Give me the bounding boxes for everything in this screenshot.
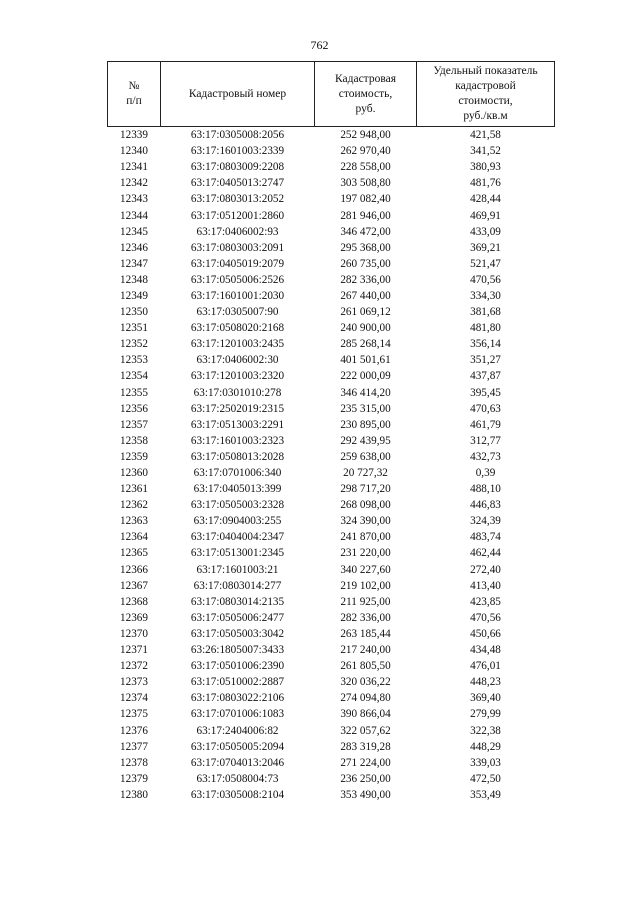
table-row bbox=[108, 594, 555, 610]
table-row bbox=[108, 690, 555, 706]
cadastral-value: 285 268,14 bbox=[340, 338, 391, 351]
cadastral-number: 63:17:2502019:2315 bbox=[190, 402, 285, 415]
cadastral-number: 63:17:1601003:21 bbox=[196, 563, 279, 576]
row-number: 12359 bbox=[120, 450, 148, 463]
table-row bbox=[108, 562, 555, 578]
row-number: 12352 bbox=[120, 338, 148, 351]
cadastral-number: 63:17:0803014:277 bbox=[193, 579, 282, 592]
cadastral-number: 63:17:0406002:93 bbox=[196, 225, 279, 238]
cadastral-value: 322 057,62 bbox=[340, 724, 391, 737]
specific-value: 279,99 bbox=[470, 708, 501, 721]
cadastral-value: 240 900,00 bbox=[340, 322, 391, 335]
specific-value: 469,91 bbox=[470, 209, 501, 222]
table-row bbox=[108, 755, 555, 771]
cadastral-value: 241 870,00 bbox=[340, 531, 391, 544]
cadastral-number: 63:17:0505006:2477 bbox=[190, 611, 285, 624]
table-row bbox=[108, 368, 555, 384]
specific-value: 462,44 bbox=[470, 547, 501, 560]
cadastral-value: 235 315,00 bbox=[340, 402, 391, 415]
cadastral-value: 401 501,61 bbox=[340, 354, 391, 367]
cadastral-value: 252 948,00 bbox=[340, 129, 391, 142]
page-number: 762 bbox=[310, 38, 329, 52]
row-number: 12339 bbox=[120, 129, 148, 142]
specific-value: 312,77 bbox=[470, 434, 501, 447]
cadastral-value: 219 102,00 bbox=[340, 579, 391, 592]
table-row bbox=[108, 159, 555, 175]
cadastral-value: 259 638,00 bbox=[340, 450, 391, 463]
cadastral-value: 228 558,00 bbox=[340, 161, 391, 174]
cadastral-value: 260 735,00 bbox=[340, 257, 391, 270]
row-number: 12379 bbox=[120, 772, 148, 785]
specific-value: 472,50 bbox=[470, 772, 501, 785]
cadastral-value: 283 319,28 bbox=[340, 740, 391, 753]
cadastral-number: 63:17:0803013:2052 bbox=[190, 193, 285, 206]
cadastral-value: 390 866,04 bbox=[340, 708, 391, 721]
cadastral-value: 231 220,00 bbox=[340, 547, 391, 560]
specific-value: 381,68 bbox=[470, 306, 501, 319]
cadastral-number: 63:17:1601001:2030 bbox=[190, 289, 285, 302]
cadastral-value: 298 717,20 bbox=[340, 483, 391, 496]
specific-value: 446,83 bbox=[470, 499, 501, 512]
specific-value: 339,03 bbox=[470, 756, 501, 769]
cadastral-value: 236 250,00 bbox=[340, 772, 391, 785]
cadastral-number: 63:17:0803009:2208 bbox=[190, 161, 285, 174]
row-number: 12375 bbox=[120, 708, 148, 721]
row-number: 12357 bbox=[120, 418, 148, 431]
cadastral-number: 63:17:0405013:2747 bbox=[190, 177, 285, 190]
cadastral-value: 261 805,50 bbox=[340, 660, 391, 673]
row-number: 12349 bbox=[120, 289, 148, 302]
cadastral-number: 63:17:0505006:2526 bbox=[190, 273, 285, 286]
table-row bbox=[108, 256, 555, 272]
row-number: 12346 bbox=[120, 241, 148, 254]
table-row bbox=[108, 739, 555, 755]
specific-value: 0,39 bbox=[475, 467, 496, 480]
row-number: 12343 bbox=[120, 193, 148, 206]
row-number: 12350 bbox=[120, 306, 148, 319]
row-number: 12348 bbox=[120, 273, 148, 286]
row-number: 12355 bbox=[120, 386, 148, 399]
table-row bbox=[108, 401, 555, 417]
cadastral-value: 324 390,00 bbox=[340, 515, 391, 528]
specific-value: 322,38 bbox=[470, 724, 501, 737]
table-row bbox=[108, 417, 555, 433]
cadastral-number: 63:17:0505005:2094 bbox=[190, 740, 285, 753]
specific-value: 448,23 bbox=[470, 676, 501, 689]
cadastral-number: 63:17:0305008:2056 bbox=[190, 129, 285, 142]
specific-value: 395,45 bbox=[470, 386, 501, 399]
cadastral-number: 63:17:0305008:2104 bbox=[190, 788, 285, 801]
cadastral-number: 63:17:0405013:399 bbox=[193, 483, 282, 496]
cadastral-number: 63:17:0704013:2046 bbox=[190, 756, 285, 769]
cadastral-value: 292 439,95 bbox=[340, 434, 391, 447]
row-number: 12365 bbox=[120, 547, 148, 560]
specific-value: 428,44 bbox=[470, 193, 501, 206]
cadastral-value: 20 727,32 bbox=[343, 467, 388, 480]
cadastral-value: 295 368,00 bbox=[340, 241, 391, 254]
row-number: 12347 bbox=[120, 257, 148, 270]
specific-value: 470,63 bbox=[470, 402, 501, 415]
table-row bbox=[108, 449, 555, 465]
cadastral-value: 230 895,00 bbox=[340, 418, 391, 431]
table-row bbox=[108, 545, 555, 561]
specific-value: 483,74 bbox=[470, 531, 501, 544]
table-row bbox=[108, 529, 555, 545]
specific-value: 481,80 bbox=[470, 322, 501, 335]
specific-value: 334,30 bbox=[470, 289, 501, 302]
row-number: 12354 bbox=[120, 370, 148, 383]
cadastral-number: 63:26:1805007:3433 bbox=[190, 644, 285, 657]
table-row bbox=[108, 336, 555, 352]
cadastral-value: 320 036,22 bbox=[340, 676, 391, 689]
cadastral-number: 63:17:0505003:3042 bbox=[190, 627, 285, 640]
cadastral-number: 63:17:0404004:2347 bbox=[190, 531, 285, 544]
cadastral-number: 63:17:0301010:278 bbox=[193, 386, 282, 399]
specific-value: 413,40 bbox=[470, 579, 501, 592]
table-row bbox=[108, 304, 555, 320]
specific-value: 481,76 bbox=[470, 177, 501, 190]
cadastral-number: 63:17:0512001:2860 bbox=[190, 209, 285, 222]
cadastral-number: 63:17:0510002:2887 bbox=[190, 676, 285, 689]
row-number: 12374 bbox=[120, 692, 148, 705]
row-number: 12341 bbox=[120, 161, 148, 174]
cadastral-number: 63:17:0701006:1083 bbox=[190, 708, 285, 721]
specific-value: 341,52 bbox=[470, 145, 501, 158]
table-header-row bbox=[108, 62, 555, 127]
row-number: 12371 bbox=[120, 644, 148, 657]
cadastral-value: 346 414,20 bbox=[340, 386, 391, 399]
cadastral-number: 63:17:0508020:2168 bbox=[190, 322, 285, 335]
cadastral-table bbox=[107, 61, 555, 803]
row-number: 12364 bbox=[120, 531, 148, 544]
table-row bbox=[108, 272, 555, 288]
cadastral-value: 303 508,80 bbox=[340, 177, 391, 190]
cadastral-number: 63:17:2404006:82 bbox=[196, 724, 279, 737]
cadastral-value: 211 925,00 bbox=[340, 595, 391, 608]
cadastral-number: 63:17:0904003:255 bbox=[193, 515, 282, 528]
cadastral-value: 271 224,00 bbox=[340, 756, 391, 769]
specific-value: 421,58 bbox=[470, 129, 501, 142]
cadastral-number: 63:17:0803014:2135 bbox=[190, 595, 285, 608]
specific-value: 369,40 bbox=[470, 692, 501, 705]
specific-value: 461,79 bbox=[470, 418, 501, 431]
specific-value: 470,56 bbox=[470, 611, 501, 624]
table-row bbox=[108, 658, 555, 674]
row-number: 12368 bbox=[120, 595, 148, 608]
row-number: 12345 bbox=[120, 225, 148, 238]
cadastral-value: 267 440,00 bbox=[340, 289, 391, 302]
cadastral-number: 63:17:0505003:2328 bbox=[190, 499, 285, 512]
specific-value: 488,10 bbox=[470, 483, 501, 496]
specific-value: 324,39 bbox=[470, 515, 501, 528]
specific-value: 433,09 bbox=[470, 225, 501, 238]
row-number: 12353 bbox=[120, 354, 148, 367]
table-row bbox=[108, 433, 555, 449]
cadastral-value: 261 069,12 bbox=[340, 306, 391, 319]
specific-value: 450,66 bbox=[470, 627, 501, 640]
table-body bbox=[108, 127, 555, 803]
table-row bbox=[108, 626, 555, 642]
cadastral-value: 263 185,44 bbox=[340, 627, 391, 640]
table-row bbox=[108, 127, 555, 144]
cadastral-number: 63:17:0803022:2106 bbox=[190, 692, 285, 705]
header-num: № п/п bbox=[108, 62, 161, 127]
cadastral-number: 63:17:0406002:30 bbox=[196, 354, 279, 367]
specific-value: 476,01 bbox=[470, 660, 501, 673]
row-number: 12360 bbox=[120, 467, 148, 480]
row-number: 12376 bbox=[120, 724, 148, 737]
specific-value: 448,29 bbox=[470, 740, 501, 753]
table-row bbox=[108, 578, 555, 594]
specific-value: 470,56 bbox=[470, 273, 501, 286]
row-number: 12377 bbox=[120, 740, 148, 753]
table-row bbox=[108, 674, 555, 690]
table-row bbox=[108, 771, 555, 787]
cadastral-value: 274 094,80 bbox=[340, 692, 391, 705]
cadastral-value: 282 336,00 bbox=[340, 273, 391, 286]
table-row bbox=[108, 706, 555, 722]
cadastral-number: 63:17:1601003:2323 bbox=[190, 434, 285, 447]
table-row bbox=[108, 207, 555, 223]
header-specific-value: Удельный показатель кадастровой стоимости, руб./кв.м bbox=[417, 62, 555, 127]
table-row bbox=[108, 288, 555, 304]
cadastral-value: 346 472,00 bbox=[340, 225, 391, 238]
specific-value: 437,87 bbox=[470, 370, 501, 383]
cadastral-value: 268 098,00 bbox=[340, 499, 391, 512]
table-row bbox=[108, 497, 555, 513]
table-row bbox=[108, 352, 555, 368]
row-number: 12378 bbox=[120, 756, 148, 769]
cadastral-value: 217 240,00 bbox=[340, 644, 391, 657]
cadastral-number: 63:17:0701006:340 bbox=[193, 467, 282, 480]
table-row bbox=[108, 787, 555, 803]
specific-value: 272,40 bbox=[470, 563, 501, 576]
specific-value: 432,73 bbox=[470, 450, 501, 463]
specific-value: 521,47 bbox=[470, 257, 501, 270]
table-row bbox=[108, 143, 555, 159]
cadastral-value: 222 000,09 bbox=[340, 370, 391, 383]
specific-value: 380,93 bbox=[470, 161, 501, 174]
cadastral-value: 262 970,40 bbox=[340, 145, 391, 158]
row-number: 12351 bbox=[120, 322, 148, 335]
row-number: 12367 bbox=[120, 579, 148, 592]
cadastral-value: 340 227,60 bbox=[340, 563, 391, 576]
cadastral-number: 63:17:0501006:2390 bbox=[190, 660, 285, 673]
row-number: 12363 bbox=[120, 515, 148, 528]
table-row bbox=[108, 240, 555, 256]
row-number: 12373 bbox=[120, 676, 148, 689]
table-row bbox=[108, 385, 555, 401]
row-number: 12366 bbox=[120, 563, 148, 576]
header-cadastral-value: Кадастровая стоимость, руб. bbox=[315, 62, 417, 127]
specific-value: 369,21 bbox=[470, 241, 501, 254]
table-row bbox=[108, 465, 555, 481]
cadastral-number: 63:17:1201003:2320 bbox=[190, 370, 285, 383]
specific-value: 353,49 bbox=[470, 788, 501, 801]
table-row bbox=[108, 722, 555, 738]
row-number: 12344 bbox=[120, 209, 148, 222]
cadastral-value: 282 336,00 bbox=[340, 611, 391, 624]
table-row bbox=[108, 610, 555, 626]
table-row bbox=[108, 320, 555, 336]
cadastral-value: 281 946,00 bbox=[340, 209, 391, 222]
row-number: 12356 bbox=[120, 402, 148, 415]
specific-value: 356,14 bbox=[470, 338, 501, 351]
specific-value: 423,85 bbox=[470, 595, 501, 608]
cadastral-number: 63:17:0513003:2291 bbox=[190, 418, 285, 431]
cadastral-value: 197 082,40 bbox=[340, 193, 391, 206]
specific-value: 351,27 bbox=[470, 354, 501, 367]
cadastral-number: 63:17:0803003:2091 bbox=[190, 241, 285, 254]
cadastral-number: 63:17:0508004:73 bbox=[196, 772, 279, 785]
row-number: 12372 bbox=[120, 660, 148, 673]
row-number: 12342 bbox=[120, 177, 148, 190]
cadastral-number: 63:17:0305007:90 bbox=[196, 306, 279, 319]
table-row bbox=[108, 191, 555, 207]
table-row bbox=[108, 175, 555, 191]
table-row bbox=[108, 224, 555, 240]
row-number: 12362 bbox=[120, 499, 148, 512]
row-number: 12340 bbox=[120, 145, 148, 158]
row-number: 12370 bbox=[120, 627, 148, 640]
cadastral-number: 63:17:0405019:2079 bbox=[190, 257, 285, 270]
specific-value: 434,48 bbox=[470, 644, 501, 657]
row-number: 12361 bbox=[120, 483, 148, 496]
row-number: 12380 bbox=[120, 788, 148, 801]
row-number: 12369 bbox=[120, 611, 148, 624]
table-row bbox=[108, 513, 555, 529]
cadastral-number: 63:17:1601003:2339 bbox=[190, 145, 285, 158]
cadastral-number: 63:17:1201003:2435 bbox=[190, 338, 285, 351]
cadastral-value: 353 490,00 bbox=[340, 788, 391, 801]
cadastral-number: 63:17:0513001:2345 bbox=[190, 547, 285, 560]
table-row bbox=[108, 642, 555, 658]
row-number: 12358 bbox=[120, 434, 148, 447]
table-row bbox=[108, 481, 555, 497]
header-cadastral-number: Кадастровый номер bbox=[161, 62, 315, 127]
cadastral-number: 63:17:0508013:2028 bbox=[190, 450, 285, 463]
